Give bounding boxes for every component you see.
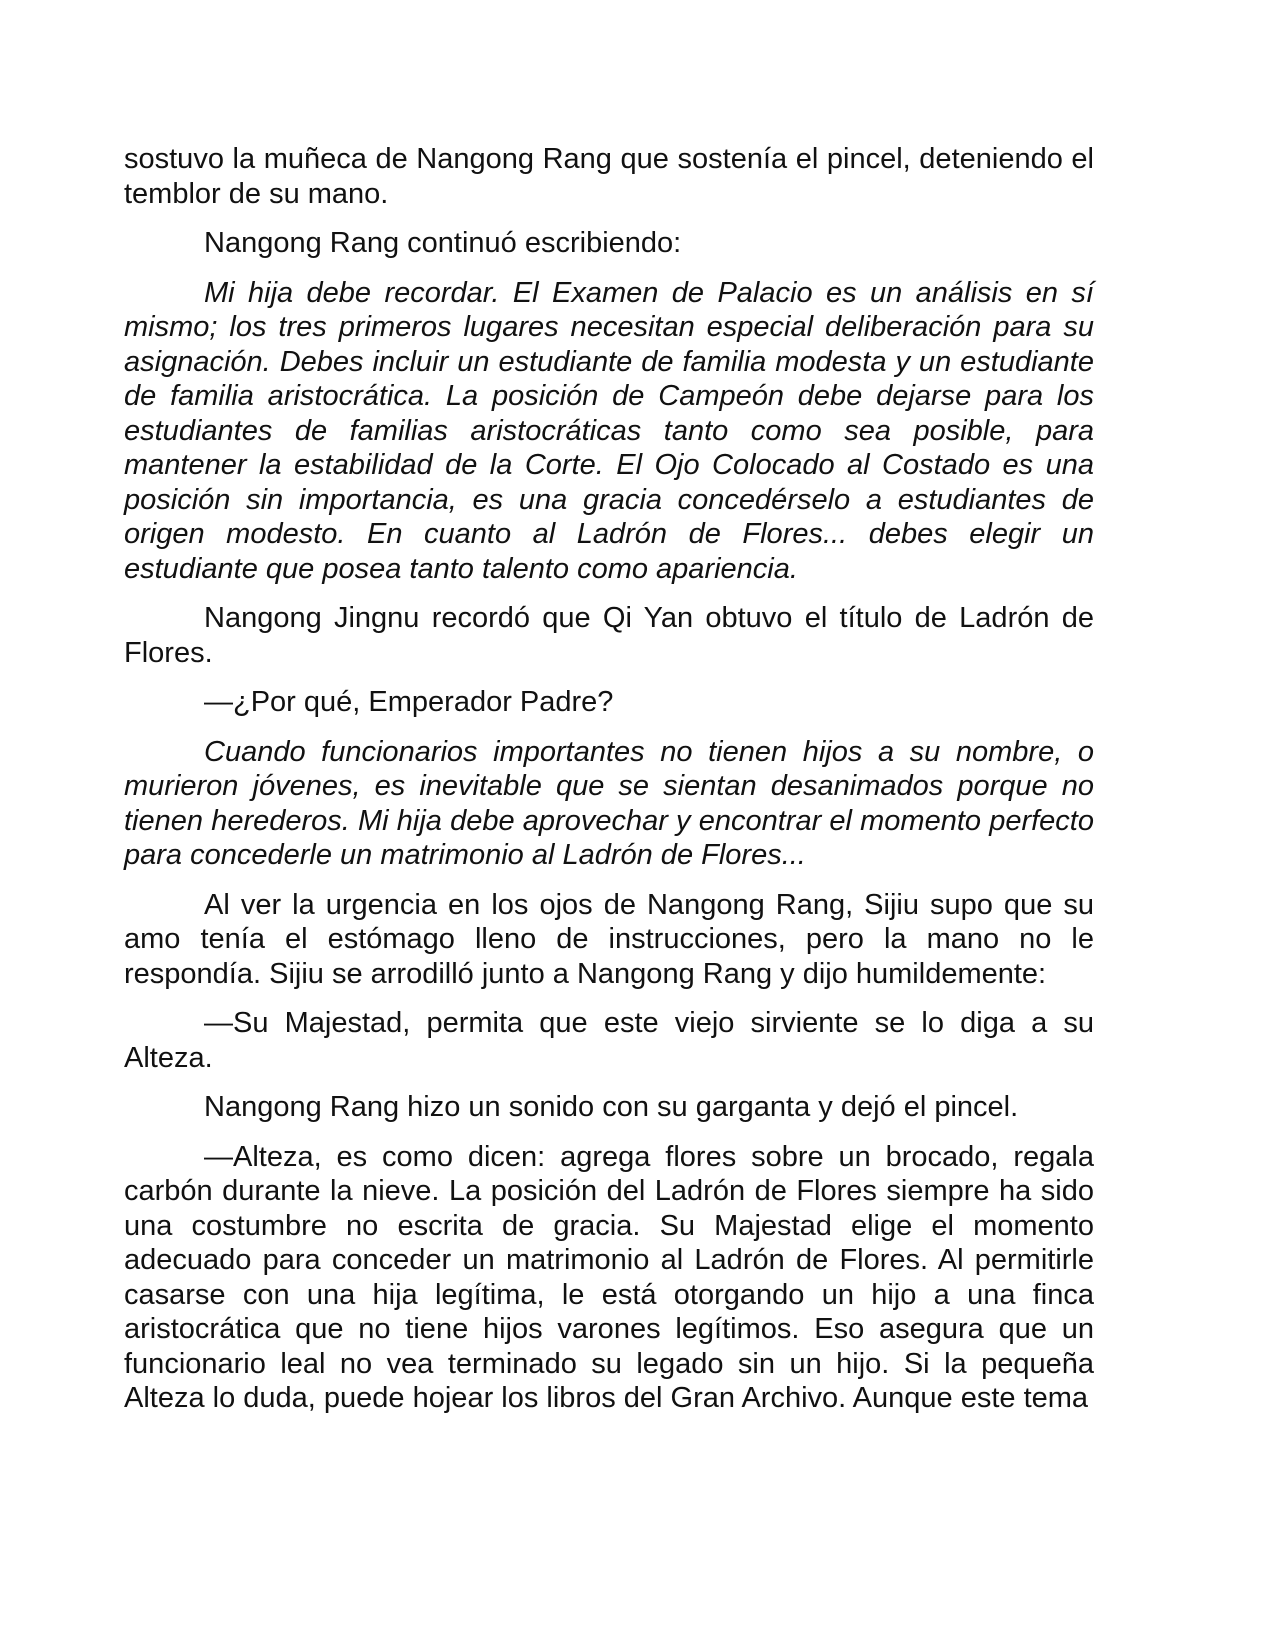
paragraph: sostuvo la muñeca de Nangong Rang que sostenía el pincel, deteniendo el temblor de su mano.: [124, 143, 1094, 210]
paragraph: —Alteza, es como dicen: agrega flores sobre un brocado, regala carbón durante la nieve. La posición del Ladrón de Flores siempre ha sido una costumbre no escrita de gracia. Su Majestad elige el momento adecuado para conceder un matrimonio al Ladrón de Flores. Al permitirle casarse con una hija legítima, le está otorgando un hijo a una finca aristocrática que no tiene hijos varones legítimos. Eso asegura que un funcionario leal no vea terminado su legado sin un hijo. Si la pequeña Alteza lo duda, puede hojear los libros del Gran Archivo. Aunque este tema: [124, 1140, 1094, 1414]
paragraph: —¿Por qué, Emperador Padre?: [204, 686, 614, 718]
paragraph: Nangong Rang continuó escribiendo:: [204, 227, 682, 259]
paragraph: —Su Majestad, permita que este viejo sirviente se lo diga a su Alteza.: [124, 1007, 1094, 1074]
paragraph: Cuando funcionarios importantes no tienen hijos a su nombre, o murieron jóvenes, es inevitable que se sientan desanimados porque no tienen herederos. Mi hija debe aprovechar y encontrar el momento perfecto para concederle un matrimonio al Ladrón de Flores...: [124, 735, 1094, 871]
paragraph: Nangong Jingnu recordó que Qi Yan obtuvo el título de Ladrón de Flores.: [124, 602, 1094, 669]
paragraph: Al ver la urgencia en los ojos de Nangong Rang, Sijiu supo que su amo tenía el estómago lleno de instrucciones, pero la mano no le respondía. Sijiu se arrodilló junto a Nangong Rang y dijo humildemente:: [124, 888, 1094, 990]
paragraph: Mi hija debe recordar. El Examen de Palacio es un análisis en sí mismo; los tres primeros lugares necesitan especial deliberación para su asignación. Debes incluir un estudiante de familia modesta y un estudiante de familia aristocrática. La posición de Campeón debe dejarse para los estudiantes de familias aristocráticas tanto como sea posible, para mantener la estabilidad de la Corte. El Ojo Colocado al Costado es una posición sin importancia, es una gracia concedérselo a estudiantes de origen modesto. En cuanto al Ladrón de Flores... debes elegir un estudiante que posea tanto talento como apariencia.: [124, 276, 1094, 585]
paragraph: Nangong Rang hizo un sonido con su garganta y dejó el pincel.: [204, 1091, 1019, 1123]
document-page: [124, 142, 1094, 1431]
